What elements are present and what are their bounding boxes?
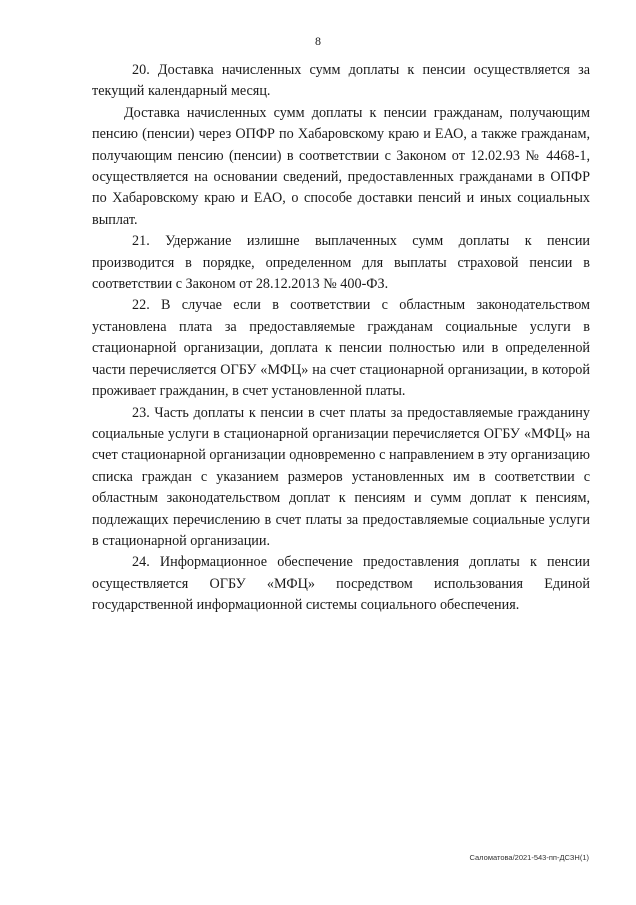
page-number: 8 xyxy=(315,34,321,48)
document-id-footer: Саломатова/2021-543-пп-ДСЗН(1) xyxy=(469,853,589,862)
paragraph-22: 22. В случае если в соответствии с областным законодательством установлена плата за предоставляемые гражданам социальные услуги в стационарной организации, доплата к пенсии полностью или в определенной части перечисляется ОГБУ «МФЦ» на счет стационарной организации, в которой проживает гражданин, в счет установленной платы. xyxy=(92,297,590,400)
paragraph-21: 21. Удержание излишне выплаченных сумм доплаты к пенсии производится в порядке, определенном для выплаты страховой пенсии в соответствии с Законом от 28.12.2013 № 400-ФЗ. xyxy=(92,233,590,293)
document-body xyxy=(92,60,590,617)
paragraph-delivery: Доставка начисленных сумм доплаты к пенсии гражданам, получающим пенсию (пенсии) через ОПФР по Хабаровскому краю и ЕАО, а также гражданам, получающим пенсию (пенсии) в соответствии с Законом от 12.02.93 № 4468-1, осуществляется на основании сведений, предоставленных гражданами в ОПФР по Хабаровскому краю и ЕАО, о способе доставки пенсий и иных социальных выплат. xyxy=(92,104,590,228)
paragraph-20: 20. Доставка начисленных сумм доплаты к пенсии осуществляется за текущий календарный месяц. xyxy=(92,62,590,100)
paragraph-24: 24. Информационное обеспечение предоставления доплаты к пенсии осуществляется ОГБУ «МФЦ» посредством использования Единой государственной информационной системы социального обеспечения. xyxy=(92,554,590,614)
paragraph-23: 23. Часть доплаты к пенсии в счет платы за предоставляемые гражданину социальные услуги в стационарной организации перечисляется ОГБУ «МФЦ» на счет стационарной организации одновременно с направлением в эту организацию списка граждан с указанием размеров установленных им в соответствии с областным законодательством доплат к пенсиям и сумм доплат к пенсиям, подлежащих перечислению в счет платы за предоставляемые социальные услуги в стационарной организации. xyxy=(92,404,590,549)
